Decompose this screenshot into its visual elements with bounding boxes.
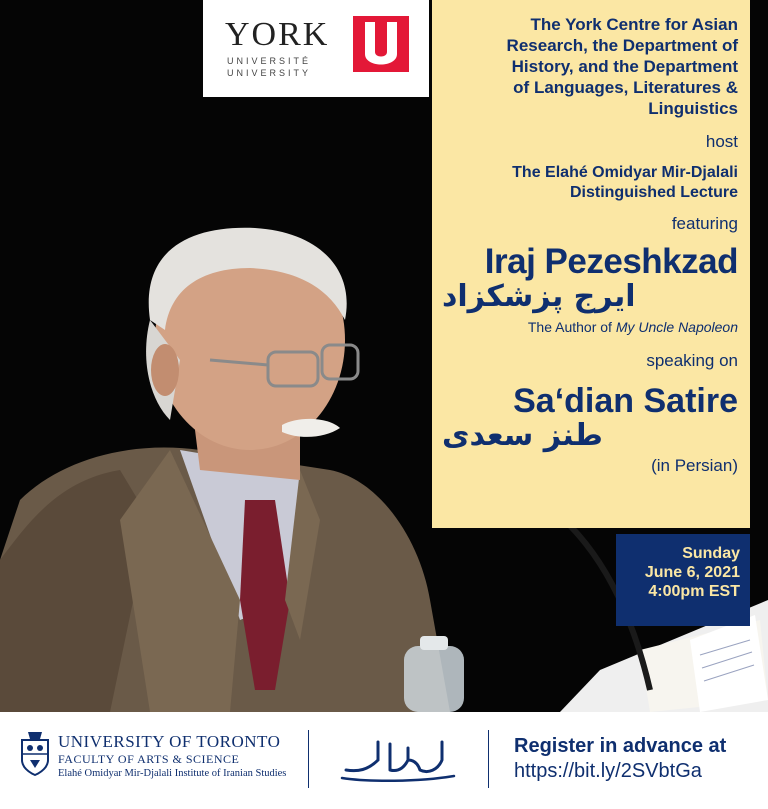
featuring-label: featuring — [671, 214, 738, 233]
york-universite: UNIVERSITÉ — [227, 56, 312, 66]
speaking-on-label: speaking on — [646, 351, 738, 370]
uoft-faculty: FACULTY OF ARTS & SCIENCE — [58, 752, 240, 766]
york-u-icon — [353, 16, 409, 72]
event-date: June 6, 2021 — [644, 564, 740, 581]
york-university-logo — [203, 0, 429, 97]
footer — [0, 712, 768, 809]
uoft-crest-icon — [20, 730, 50, 781]
book-title: My Uncle Napoleon — [615, 319, 738, 335]
sponsors-text — [442, 14, 738, 119]
event-time: 4:00pm EST — [648, 583, 740, 600]
footer-divider — [488, 730, 489, 788]
author-prefix: The Author of — [527, 319, 612, 335]
york-university: UNIVERSITY — [227, 68, 312, 78]
speaker-name: Iraj Pezeshkzad — [484, 242, 738, 281]
date-box — [616, 534, 750, 626]
register-label: Register in advance at — [514, 735, 727, 757]
event-details-panel — [432, 0, 750, 528]
register-block — [514, 734, 726, 784]
sponsors-line: of Languages, Literatures & — [513, 78, 738, 97]
sponsors-line: The York Centre for Asian — [530, 15, 738, 34]
uoft-institute: Elahé Omidyar Mir-Djalali Institute of Iranian Studies — [58, 768, 287, 779]
lecture-title-line: The Elahé Omidyar Mir-Djalali — [512, 164, 738, 181]
lecture-title — [442, 163, 738, 203]
iran-nameh-logo-icon — [338, 730, 458, 795]
sponsors-line: History, and the Department — [511, 57, 738, 76]
host-label: host — [705, 132, 738, 151]
lecture-topic: Sa‘dian Satire — [513, 382, 738, 420]
author-credit — [442, 318, 738, 336]
speaker-name-persian: ایرج پزشکزاد — [442, 279, 636, 314]
lecture-title-line: Distinguished Lecture — [569, 184, 738, 201]
footer-divider — [308, 730, 309, 788]
lecture-topic-persian: طنز سعدی — [442, 418, 603, 453]
york-wordmark: YORK — [225, 16, 330, 53]
uoft-name: UNIVERSITY OF TORONTO — [58, 732, 281, 751]
sponsors-line: Research, the Department of — [506, 36, 738, 55]
sponsors-line: Linguistics — [648, 99, 738, 118]
register-link[interactable]: https://bit.ly/2SVbtGa — [514, 760, 702, 782]
event-day: Sunday — [682, 545, 740, 562]
language-note: (in Persian) — [651, 456, 738, 475]
